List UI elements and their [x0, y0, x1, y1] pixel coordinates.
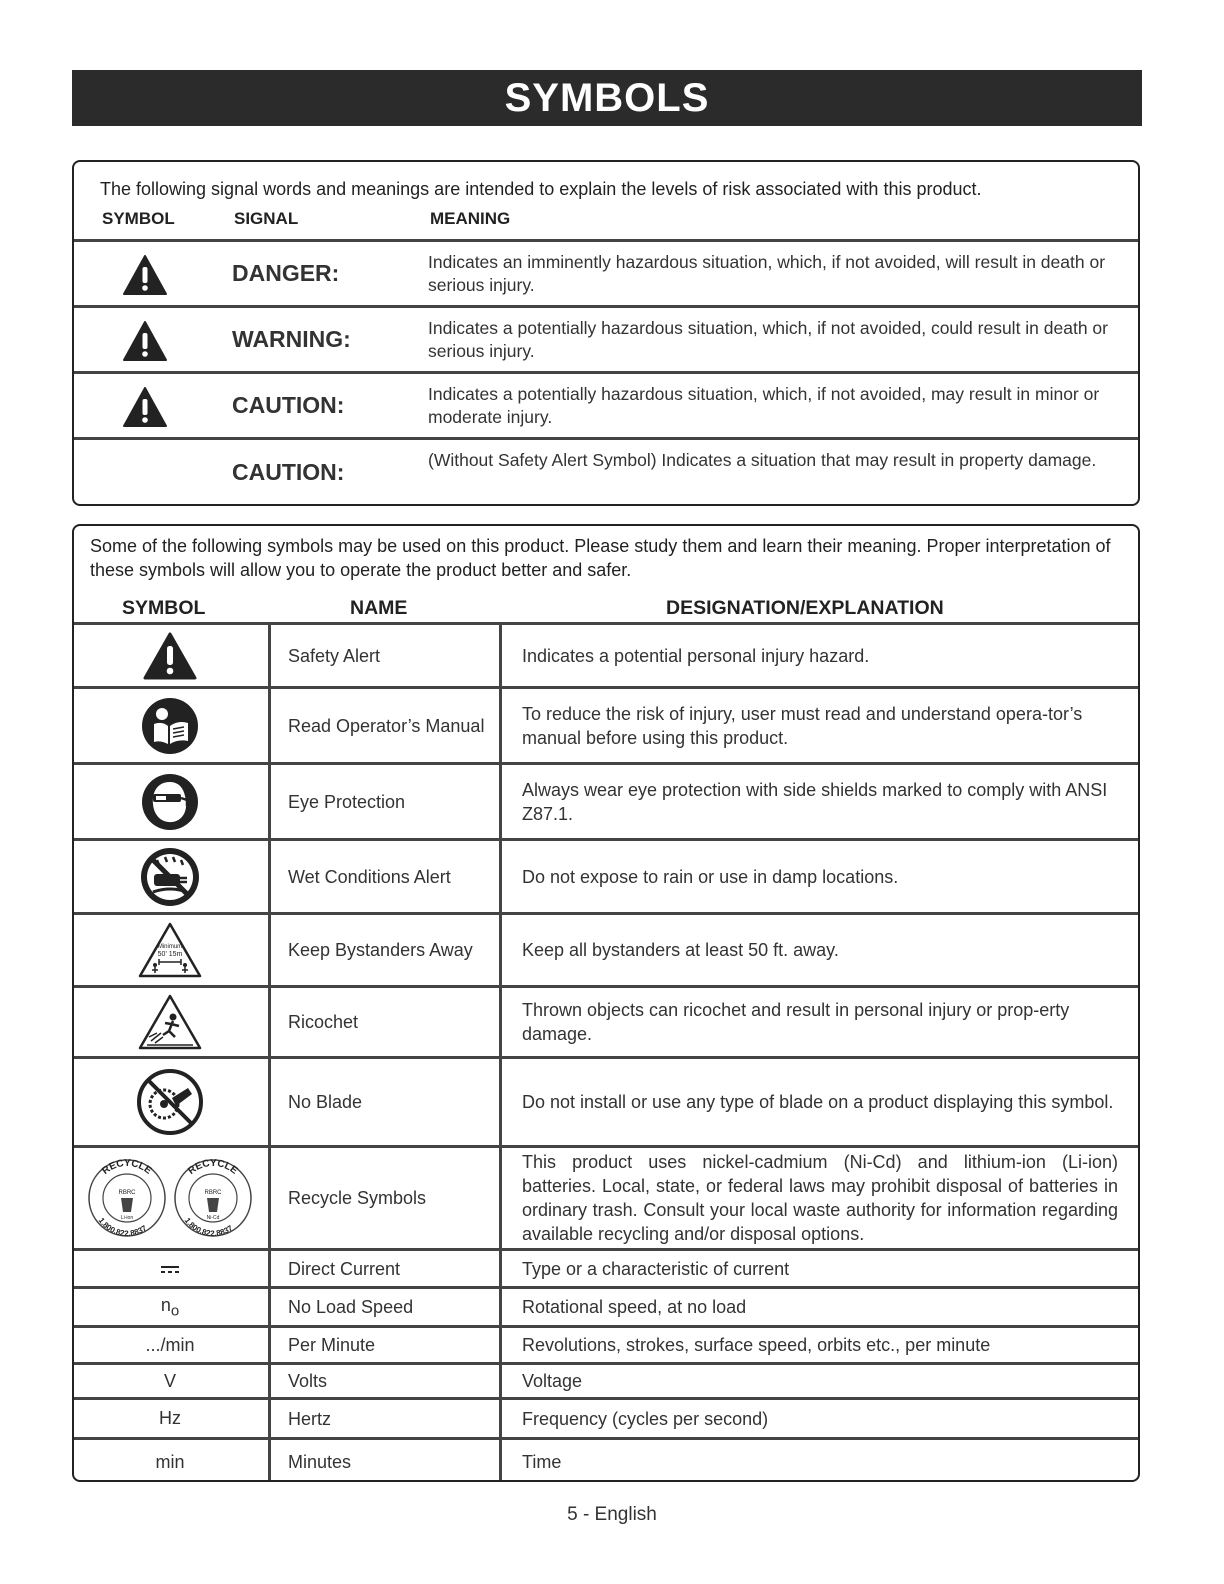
symbol-row [74, 686, 1138, 762]
symbol-name: Hertz [268, 1400, 502, 1437]
symbol-desc: To reduce the risk of injury, user must read and understand opera-tor’s manual before using this product. [522, 703, 1083, 748]
symbol-cell [74, 915, 266, 985]
symbol-name: Keep Bystanders Away [268, 915, 502, 985]
signal-word: CAUTION: [232, 459, 345, 485]
svg-text:50' 15m: 50' 15m [157, 951, 183, 958]
symbol-row [74, 1437, 1138, 1482]
symbol-desc: Do not expose to rain or use in damp locations. [522, 866, 899, 887]
symbol-desc: Type or a characteristic of current [522, 1258, 790, 1279]
signal-words-box [72, 160, 1140, 506]
symbol-cell [74, 625, 266, 686]
svg-text:RBRC: RBRC [118, 1190, 136, 1196]
symbol-name: Minutes [268, 1440, 502, 1482]
eye-protection-icon [140, 772, 200, 832]
symbol-name: Wet Conditions Alert [268, 841, 502, 912]
symbol-row [74, 1325, 1138, 1362]
symbol-cell [74, 1251, 266, 1286]
signal-row-caution-property [74, 437, 1138, 506]
symbol-name: Ricochet [268, 988, 502, 1056]
symbol-row [74, 1286, 1138, 1325]
symbol-desc: This product uses nickel-cadmium (Ni-Cd) and lithium-ion (Li-ion) batteries. Local, state, or federal laws may prohibit disposal of batteries in ordinary trash. Consult your local waste authority for information regarding available recycling and/or disposal options. [522, 1152, 1118, 1244]
keep-bystanders-away-icon [137, 921, 203, 979]
symbol-text: .../min [145, 1334, 195, 1355]
signal-meaning: Indicates a potentially hazardous situation, which, if not avoided, may result in minor or moderate injury. [428, 384, 1100, 427]
symbol-desc: Thrown objects can ricochet and result in personal injury or prop-erty damage. [522, 1000, 1070, 1044]
signal-intro: The following signal words and meanings are intended to explain the levels of risk associated with this product. [100, 179, 982, 199]
signal-row-danger [74, 239, 1138, 305]
signal-row-caution [74, 371, 1138, 437]
symbol-cell [74, 765, 266, 838]
svg-text:Li-ion: Li-ion [120, 1215, 134, 1221]
symbol-cell [74, 988, 266, 1056]
direct-current-icon [160, 1264, 180, 1274]
symbol-row [74, 1397, 1138, 1437]
symbol-row [74, 1248, 1138, 1286]
signal-meaning: Indicates a potentially hazardous situation, which, if not avoided, could result in death or serious injury. [428, 318, 1108, 361]
signal-word: DANGER: [232, 260, 340, 286]
svg-text:1.800.822.8837: 1.800.822.8837 [182, 1216, 235, 1239]
symbol-desc: Rotational speed, at no load [522, 1297, 747, 1317]
symbol-desc: Voltage [522, 1371, 583, 1391]
symbol-row [74, 762, 1138, 838]
symbol-desc: Always wear eye protection with side shields marked to comply with ANSI Z87.1. [522, 779, 1108, 824]
symbol-desc: Revolutions, strokes, surface speed, orbits etc., per minute [522, 1335, 991, 1355]
signal-row-warning [74, 305, 1138, 371]
symbol-cell [74, 1148, 266, 1248]
symbol-row [74, 912, 1138, 985]
signal-meaning: (Without Safety Alert Symbol) Indicates a situation that may result in property damage. [428, 450, 1097, 470]
symbol-desc: Frequency (cycles per second) [522, 1408, 769, 1429]
symbol-row [74, 1362, 1138, 1397]
ricochet-icon [137, 993, 203, 1051]
read-manual-icon [140, 696, 200, 756]
svg-text:RECYCLE: RECYCLE [100, 1157, 154, 1177]
svg-text:1.800.822.8837: 1.800.822.8837 [96, 1216, 149, 1239]
signal-word: WARNING: [232, 326, 351, 352]
no-blade-icon [136, 1068, 204, 1136]
symbol-name: Safety Alert [268, 625, 502, 686]
page-footer: 5 - English [567, 1504, 657, 1525]
symbol-desc: Do not install or use any type of blade on a product displaying this symbol. [522, 1092, 1114, 1112]
symbol-text: $n_o$ [160, 1294, 180, 1320]
header-signal: SIGNAL [234, 209, 299, 228]
symbol-cell [74, 841, 266, 912]
safety-alert-icon [122, 320, 168, 362]
svg-text:RBRC: RBRC [204, 1190, 222, 1196]
svg-text:RECYCLE: RECYCLE [186, 1157, 240, 1177]
header-symbol: SYMBOL [122, 597, 206, 619]
header-symbol: SYMBOL [102, 209, 175, 228]
signal-meaning: Indicates an imminently hazardous situation, which, if not avoided, will result in death or serious injury. [428, 252, 1106, 295]
symbol-name: Read Operator’s Manual [268, 689, 502, 762]
signal-word: CAUTION: [232, 392, 345, 418]
wet-conditions-icon [139, 846, 201, 908]
symbol-text: V [163, 1370, 176, 1391]
recycle-symbols-icon [85, 1156, 255, 1240]
symbol-row [74, 1145, 1138, 1248]
header-meaning: MEANING [430, 209, 511, 228]
symbol-desc: Time [522, 1452, 562, 1472]
symbols-box [72, 524, 1140, 1482]
symbol-row [74, 1056, 1138, 1145]
safety-alert-icon [122, 254, 168, 296]
svg-text:Minimum: Minimum [157, 944, 183, 950]
symbol-name: Recycle Symbols [268, 1148, 502, 1248]
symbol-name: Eye Protection [268, 765, 502, 838]
symbols-intro: Some of the following symbols may be used on this product. Please study them and learn their meaning. Proper interpretation of these symbols will allow you to operate the product better and safer. [90, 536, 1111, 580]
symbol-text: Hz [159, 1408, 181, 1428]
symbol-row [74, 838, 1138, 912]
svg-text:Ni-Cd: Ni-Cd [206, 1215, 220, 1221]
symbol-cell [74, 689, 266, 762]
header-name: NAME [350, 597, 408, 619]
symbol-desc: Indicates a potential personal injury hazard. [522, 645, 870, 666]
symbol-text: min [155, 1451, 185, 1472]
symbol-row [74, 985, 1138, 1056]
symbol-name: Per Minute [268, 1328, 502, 1362]
symbol-name: No Load Speed [268, 1289, 502, 1325]
safety-alert-icon [122, 386, 168, 428]
symbol-cell [74, 1289, 266, 1325]
symbol-name: Direct Current [268, 1251, 502, 1286]
symbol-name: No Blade [268, 1059, 502, 1145]
symbol-row [74, 622, 1138, 686]
symbol-name: Volts [268, 1365, 502, 1397]
header-designation: DESIGNATION/EXPLANATION [666, 597, 944, 619]
section-title-banner: SYMBOLS [72, 70, 1142, 126]
symbol-cell [74, 1059, 266, 1145]
symbol-desc: Keep all bystanders at least 50 ft. away. [522, 940, 839, 960]
safety-alert-icon [142, 631, 198, 681]
